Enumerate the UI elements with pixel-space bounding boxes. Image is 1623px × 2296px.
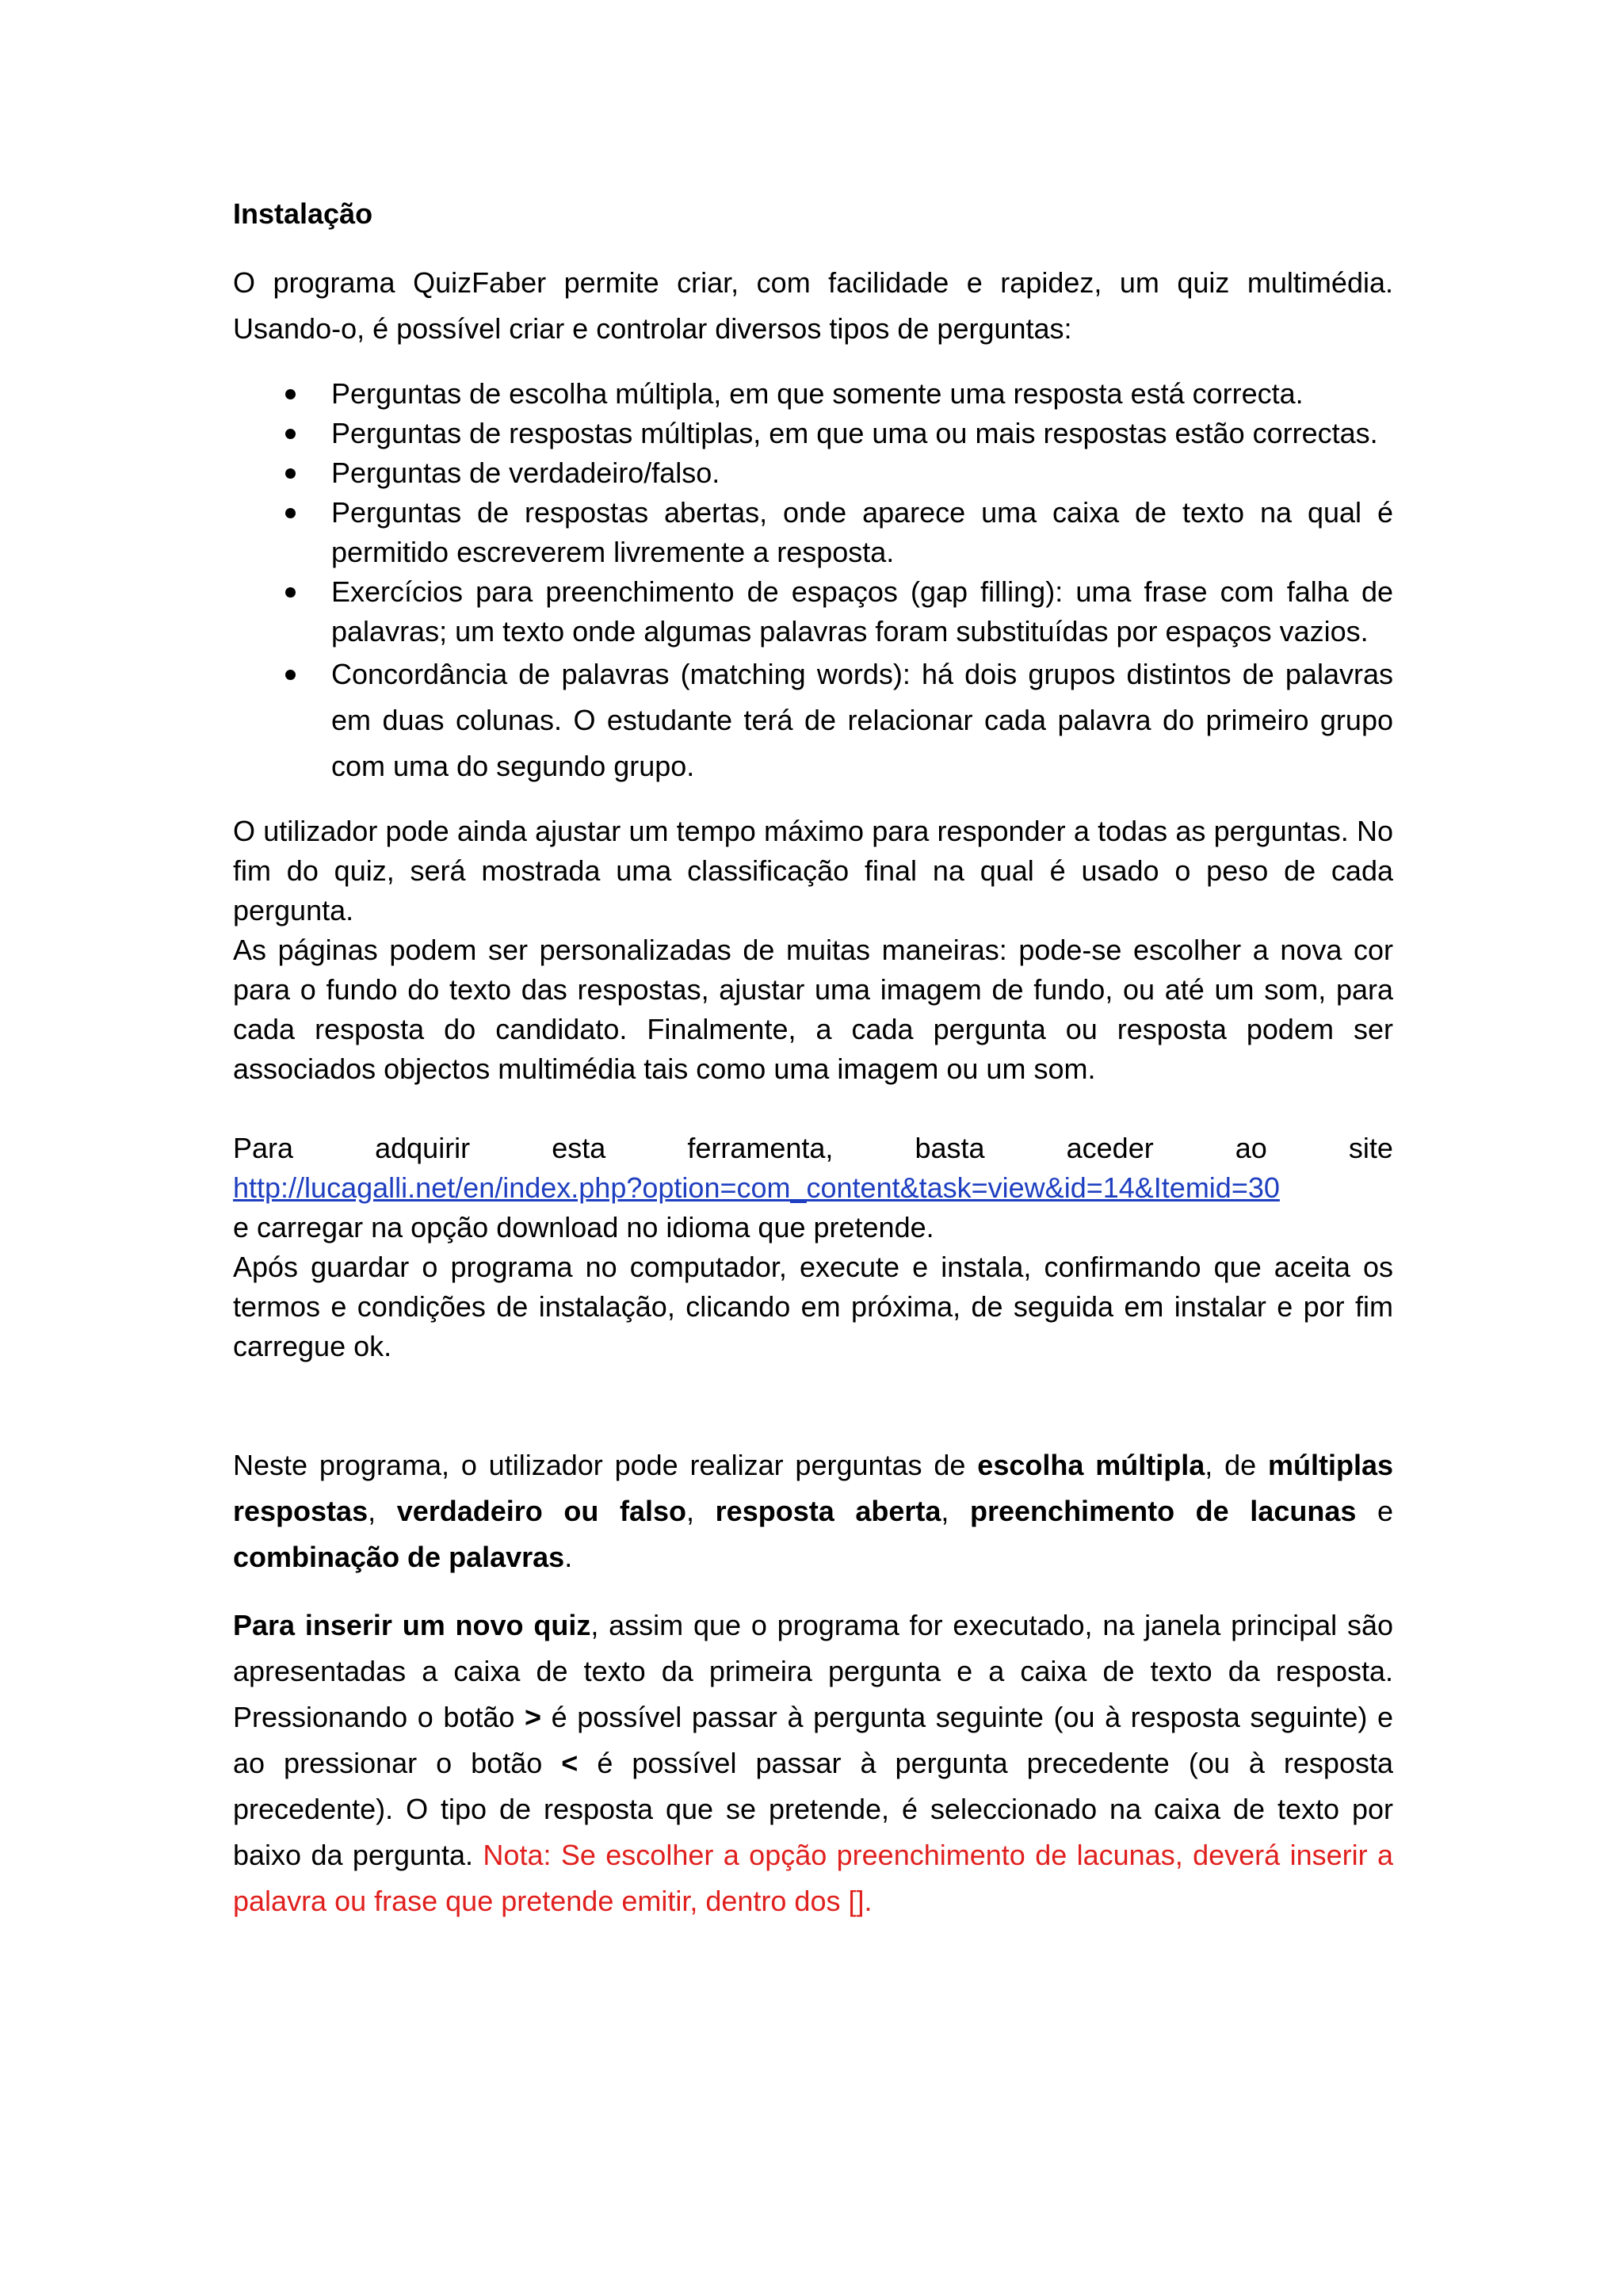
bold-term: múltiplas respostas <box>233 1449 1394 1527</box>
acquire-word: Para <box>233 1132 294 1164</box>
bold-term: escolha múltipla <box>977 1449 1205 1481</box>
bold-term: verdadeiro ou falso <box>396 1495 687 1527</box>
acquire-line <box>233 1129 1393 1168</box>
question-types-list <box>233 374 1393 789</box>
list-item: Concordância de palavras (matching words): há dois grupos distintos de palavras em duas colunas. O estudante terá de relacionar cada palavra do primeiro grupo com uma do segundo grupo. <box>233 651 1393 789</box>
acquire-word: esta <box>552 1132 606 1164</box>
bold-term: resposta aberta <box>715 1495 941 1527</box>
bold-term: combinação de palavras <box>233 1541 565 1573</box>
section-heading: Instalação <box>233 197 373 230</box>
document-page <box>233 190 1393 1924</box>
list-item: Perguntas de escolha múltipla, em que somente uma resposta está correcta. <box>233 374 1393 414</box>
previous-button-symbol: < <box>561 1747 579 1779</box>
bullet-icon <box>285 670 296 680</box>
types-paragraph: Neste programa, o utilizador pode realizar perguntas de escolha múltipla, de múltiplas respostas, verdadeiro ou falso, resposta aberta, preenchimento de lacunas e combinação de palavras. <box>233 1449 1394 1573</box>
bullet-icon <box>285 587 296 598</box>
download-instruction: e carregar na opção download no idioma que pretende. <box>233 1211 934 1244</box>
insert-quiz-paragraph: Para inserir um novo quiz, assim que o programa for executado, na janela principal são apresentadas a caixa de texto da primeira pergunta e a caixa de texto da resposta. Pressionando o botão > é possível passar à pergunta seguinte (ou à resposta seguinte) e ao pressionar o botão < é possível passar à pergunta precedente (ou à resposta precedente). O tipo de resposta que se pretende, é seleccionado na caixa de texto por baixo da pergunta. Nota: Se escolher a opção preenchimento de lacunas, deverá inserir a palavra ou frase que pretende emitir, dentro dos []. <box>233 1609 1394 1917</box>
next-button-symbol: > <box>525 1701 542 1733</box>
gap-filling-note: Nota: Se escolher a opção preenchimento de lacunas, deverá inserir a palavra ou frase que pretende emitir, dentro dos []. <box>233 1839 1394 1917</box>
download-link-line <box>233 1168 1393 1208</box>
acquire-word: site <box>1348 1132 1393 1164</box>
bullet-icon <box>285 508 296 518</box>
list-item: Perguntas de respostas abertas, onde aparece uma caixa de texto na qual é permitido escreverem livremente a resposta. <box>233 493 1393 572</box>
intro-paragraph: O programa QuizFaber permite criar, com facilidade e rapidez, um quiz multimédia. Usando-o, é possível criar e controlar diversos tipos de perguntas: <box>233 266 1393 345</box>
bullet-icon <box>285 389 296 399</box>
acquire-word: ferramenta, <box>687 1132 834 1164</box>
list-item: Perguntas de verdadeiro/falso. <box>233 453 1393 493</box>
acquire-word: aceder <box>1066 1132 1154 1164</box>
bullet-icon <box>285 468 296 479</box>
acquire-word: adquirir <box>375 1132 471 1164</box>
customization-paragraph: As páginas podem ser personalizadas de muitas maneiras: pode-se escolher a nova cor para o fundo do texto das respostas, ajustar uma imagem de fundo, ou até um som, para cada resposta do candidato. Finalmente, a cada pergunta ou resposta podem ser associados objectos multimédia tais como uma imagem ou um som. <box>233 934 1393 1085</box>
list-item: Exercícios para preenchimento de espaços (gap filling): uma frase com falha de palavras; um texto onde algumas palavras foram substituídas por espaços vazios. <box>233 572 1393 651</box>
bold-term: preenchimento de lacunas <box>970 1495 1357 1527</box>
spacer <box>233 1089 1393 1129</box>
bullet-icon <box>285 429 296 439</box>
list-item: Perguntas de respostas múltiplas, em que uma ou mais respostas estão correctas. <box>233 414 1393 453</box>
spacer <box>233 1366 1393 1442</box>
install-paragraph: Após guardar o programa no computador, execute e instala, confirmando que aceita os termos e condições de instalação, clicando em próxima, de seguida em instalar e por fim carregue ok. <box>233 1251 1393 1362</box>
acquire-word: basta <box>915 1132 985 1164</box>
download-link[interactable]: http://lucagalli.net/en/index.php?option=com_content&task=view&id=14&Itemid=30 <box>233 1171 1280 1204</box>
spacer <box>233 789 1393 812</box>
time-paragraph: O utilizador pode ainda ajustar um tempo máximo para responder a todas as perguntas. No fim do quiz, será mostrada uma classificação final na qual é usado o peso de cada pergunta. <box>233 815 1393 926</box>
spacer <box>233 1580 1393 1603</box>
spacer <box>233 352 1393 374</box>
acquire-word: ao <box>1235 1132 1267 1164</box>
bold-term: Para inserir um novo quiz <box>233 1609 591 1641</box>
